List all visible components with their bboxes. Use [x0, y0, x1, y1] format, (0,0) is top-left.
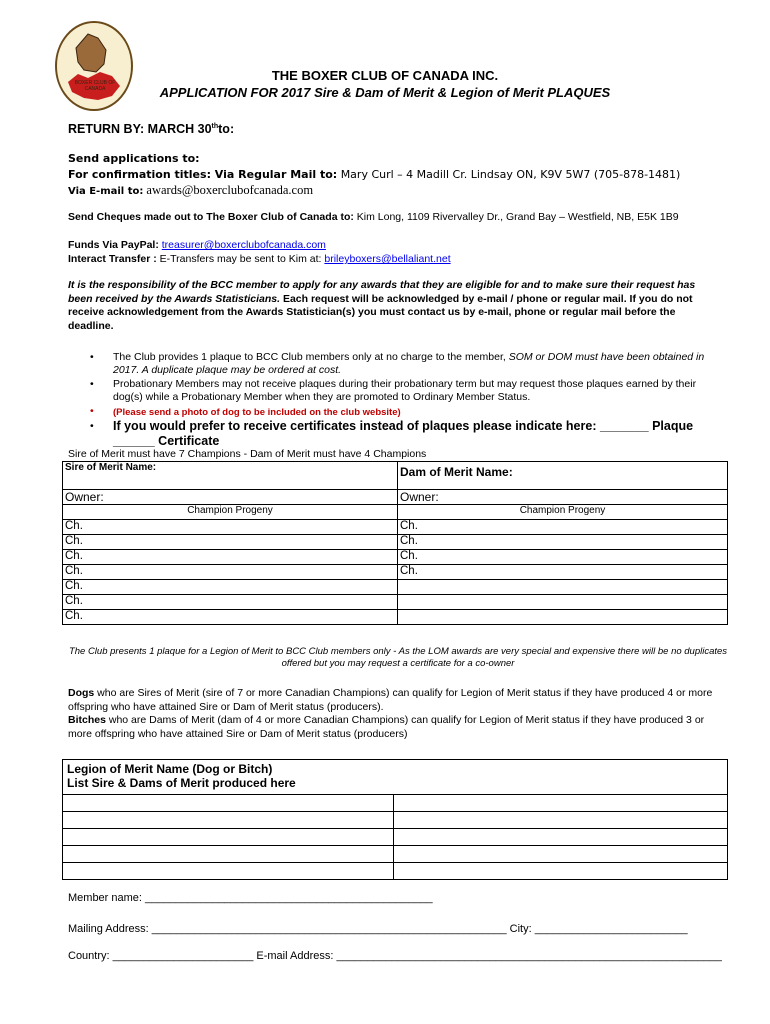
return-by-tail: to:: [218, 122, 235, 136]
lom-row-cell[interactable]: [63, 829, 394, 846]
confirm-line: [68, 168, 680, 181]
lom-row-cell[interactable]: [63, 812, 394, 829]
bitches-text: who are Dams of Merit (dam of 4 or more Canadian Champions) can qualify for Legion of Merit status if they have produced 3 or more offspring who have attained Sire or Dam of Merit status (producers): [68, 714, 705, 740]
sire-ch-row[interactable]: Ch.: [63, 595, 398, 610]
dogs-paragraph: [68, 687, 718, 714]
bullet-1-plain: The Club provides 1 plaque to BCC Club members only at no charge to the member,: [113, 351, 506, 363]
sire-owner-label: Owner:: [65, 490, 104, 504]
responsibility-rest: Each request will be acknowledged by e-mail / phone or regular mail. If you do not receive acknowledgement from the Awards Statistician(s) you must contact us by e-mail, phone or regular mail before the deadline.: [68, 292, 693, 332]
dam-owner-cell[interactable]: [398, 490, 728, 505]
bullet-icon: •: [90, 420, 94, 432]
dam-name-label: Dam of Merit Name:: [400, 465, 513, 479]
sire-ch-row[interactable]: Ch.: [63, 580, 398, 595]
bullet-icon: •: [90, 351, 94, 363]
lom-row-cell[interactable]: [394, 812, 728, 829]
member-name-field[interactable]: Member name: _______________________________________________: [68, 892, 433, 904]
lom-row-cell[interactable]: [394, 846, 728, 863]
sire-name-cell[interactable]: [63, 462, 398, 490]
cheques-value: Kim Long, 1109 Rivervalley Dr., Grand Bay – Westfield, NB, E5K 1B9: [356, 211, 679, 223]
sire-name-label: Sire of Merit Name:: [65, 462, 157, 473]
dam-empty-row[interactable]: [398, 595, 728, 610]
dam-progeny-header: Champion Progeny: [398, 505, 728, 520]
email-label: Via E-mail to:: [68, 186, 144, 197]
dam-ch-row[interactable]: Ch.: [398, 535, 728, 550]
bullet-2: Probationary Members may not receive plaques during their probationary term but may request those plaques earned by their dog(s) while a Probationary Member when they are promoted to Ordinary Member Status.: [113, 378, 697, 403]
dam-empty-row[interactable]: [398, 580, 728, 595]
interac-label: Interact Transfer :: [68, 253, 157, 265]
paypal-line: [68, 239, 326, 251]
bullet-icon: •: [90, 405, 94, 417]
interac-email-link[interactable]: brileyboxers@bellaliant.net: [324, 253, 451, 265]
lom-table: [62, 759, 728, 880]
lom-row-cell[interactable]: [63, 863, 394, 880]
cheques-label: Send Cheques made out to The Boxer Club of Canada to:: [68, 211, 354, 223]
dam-ch-row[interactable]: Ch.: [398, 520, 728, 535]
sire-ch-row[interactable]: Ch.: [63, 610, 398, 625]
responsibility-paragraph: [68, 279, 718, 333]
paypal-label: Funds Via PayPal:: [68, 239, 159, 251]
paypal-email-link[interactable]: treasurer@boxerclubofcanada.com: [161, 239, 326, 251]
confirm-value: Mary Curl – 4 Madill Cr. Lindsay ON, K9V 5W7 (705-878-1481): [340, 168, 681, 181]
bullet-3: (Please send a photo of dog to be included on the club website): [113, 407, 401, 418]
merit-table: [62, 461, 728, 625]
sire-owner-cell[interactable]: [63, 490, 398, 505]
dam-empty-row[interactable]: [398, 610, 728, 625]
email-line: [68, 183, 313, 198]
sire-ch-row[interactable]: Ch.: [63, 550, 398, 565]
lom-title-1: Legion of Merit Name (Dog or Bitch): [67, 762, 273, 776]
email-value: awards@boxerclubofcanada.com: [146, 183, 314, 197]
dogs-label: Dogs: [68, 687, 95, 699]
dam-name-cell[interactable]: [398, 462, 728, 490]
bullet-4: If you would prefer to receive certificates instead of plaques please indicate here: _______ Plaque ______ Certificate: [113, 419, 694, 448]
send-heading: Send applications to:: [68, 152, 200, 165]
bitches-paragraph: [68, 714, 718, 741]
interac-line: [68, 253, 451, 265]
dam-ch-row[interactable]: Ch.: [398, 565, 728, 580]
return-by-label: RETURN BY: MARCH 30: [68, 122, 212, 136]
bullet-1: [113, 351, 723, 377]
document-subtitle: APPLICATION FOR 2017 Sire & Dam of Merit & Legion of Merit PLAQUES: [159, 85, 611, 100]
mailing-address-field[interactable]: Mailing Address: __________________________________________________________ City: _________________________: [68, 923, 688, 935]
lom-row-cell[interactable]: [63, 846, 394, 863]
sire-ch-row[interactable]: Ch.: [63, 520, 398, 535]
sire-ch-row[interactable]: Ch.: [63, 535, 398, 550]
dogs-text: who are Sires of Merit (sire of 7 or more Canadian Champions) can qualify for Legion of Merit status if they have produced 4 or more offspring who have attained Sire or Dam of Merit status (producers).: [68, 687, 713, 713]
bullet-icon: •: [90, 378, 94, 390]
bullet-1-italic: SOM or DOM must have been obtained in 2017. A duplicate plaque may be ordered at cost.: [113, 351, 705, 376]
return-by: [68, 122, 234, 136]
country-email-field[interactable]: Country: _______________________ E-mail Address: _______________________________________________________________: [68, 950, 722, 962]
sire-progeny-header: Champion Progeny: [63, 505, 398, 520]
responsibility-italic: It is the responsibility of the BCC member to apply for any awards that they are eligible for and to make sure their request has been received by the Awards Statisticians.: [68, 279, 696, 305]
dam-owner-label: Owner:: [400, 490, 439, 504]
return-by-sup: th: [211, 122, 219, 130]
lom-row-cell[interactable]: [394, 863, 728, 880]
document-title: THE BOXER CLUB OF CANADA INC.: [271, 68, 499, 83]
sire-ch-row[interactable]: Ch.: [63, 565, 398, 580]
dam-ch-row[interactable]: Ch.: [398, 550, 728, 565]
interac-text: E-Transfers may be sent to Kim at:: [159, 253, 322, 265]
lom-row-cell[interactable]: [394, 795, 728, 812]
cheques-line: [68, 211, 718, 225]
lom-title-2: List Sire & Dams of Merit produced here: [67, 776, 296, 790]
merit-requirement: Sire of Merit must have 7 Champions - Dam of Merit must have 4 Champions: [68, 448, 427, 460]
confirm-label: For confirmation titles: Via Regular Mail to:: [68, 168, 338, 181]
lom-title-cell[interactable]: [63, 760, 728, 795]
lom-row-cell[interactable]: [394, 829, 728, 846]
bitches-label: Bitches: [68, 714, 106, 726]
lom-note: The Club presents 1 plaque for a Legion of Merit to BCC Club members only - As the LOM awards are very special and expensive there will be no duplicates offered but you may request a certificate for a co-owner: [68, 646, 728, 669]
logo-text: BOXER CLUB OF CANADA: [74, 80, 116, 92]
lom-row-cell[interactable]: [63, 795, 394, 812]
